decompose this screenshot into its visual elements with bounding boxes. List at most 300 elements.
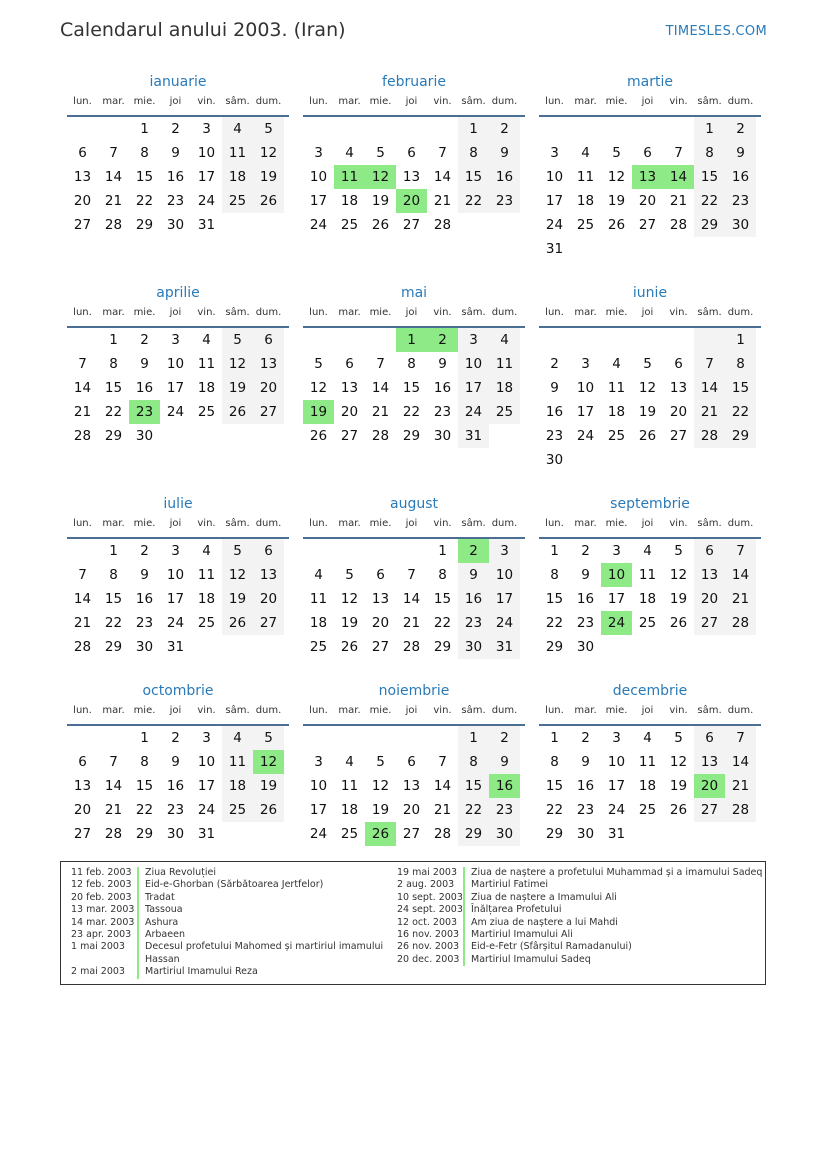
day-cell: 31 (458, 424, 489, 448)
weekday-label: mar. (574, 705, 597, 716)
day-cell: 13 (340, 380, 359, 396)
day-cell: 12 (371, 778, 390, 794)
weekday-label: joi (169, 518, 182, 529)
weekday-label: lun. (309, 307, 328, 318)
day-cell: 29 (545, 639, 564, 655)
day-cell: 17 (309, 802, 328, 818)
day-cell: 9 (171, 754, 180, 770)
day-cell: 29 (433, 639, 452, 655)
day-cell: 29 (135, 217, 154, 233)
empty-day-cell (67, 726, 98, 750)
day-cell: 3 (171, 332, 180, 348)
weekday-label: vin. (669, 96, 688, 107)
weekday-label: mar. (102, 307, 125, 318)
legend-marker (463, 867, 465, 879)
day-cell: 18 (197, 591, 216, 607)
week-row (539, 117, 761, 141)
empty-day-cell (663, 328, 694, 352)
weekday-label: mie. (605, 307, 628, 318)
empty-day-cell (663, 448, 694, 472)
weekday-label: sâm. (461, 705, 486, 716)
weekday-label: joi (169, 307, 182, 318)
legend-date: 20 dec. 2003 (397, 953, 460, 965)
legend-entry (397, 892, 763, 904)
legend-column-left (71, 867, 389, 979)
day-cell: 8 (550, 754, 559, 770)
day-cell: 20 (402, 802, 421, 818)
day-cell: 3 (489, 539, 520, 563)
empty-day-cell (67, 328, 98, 352)
day-cell: 18 (576, 193, 595, 209)
day-cell: 5 (612, 145, 621, 161)
day-cell: 9 (725, 141, 756, 165)
day-cell: 15 (433, 591, 452, 607)
empty-day-cell (253, 213, 284, 237)
day-cell: 6 (694, 726, 725, 750)
legend-entry (397, 954, 763, 966)
day-cell: 10 (166, 567, 185, 583)
empty-day-cell (222, 424, 253, 448)
day-cell: 18 (222, 165, 253, 189)
weekday-header (67, 704, 289, 726)
day-cell: 31 (545, 241, 564, 257)
day-cell: 10 (197, 145, 216, 161)
legend-marker (137, 941, 139, 966)
day-cell: 7 (78, 356, 87, 372)
holiday-day-cell: 12 (253, 750, 284, 774)
day-cell: 5 (345, 567, 354, 583)
day-cell: 6 (376, 567, 385, 583)
day-cell: 14 (73, 380, 92, 396)
month-name: ianuarie (149, 74, 207, 90)
legend-entry (71, 966, 389, 978)
day-cell: 26 (340, 639, 359, 655)
legend-name: Tradat (145, 891, 175, 903)
day-cell: 26 (309, 428, 328, 444)
empty-day-cell (632, 328, 663, 352)
week-row (303, 726, 525, 750)
day-cell: 31 (489, 635, 520, 659)
empty-day-cell (303, 539, 334, 563)
empty-day-cell (570, 237, 601, 261)
weekday-label: dum. (255, 96, 282, 107)
day-cell: 27 (253, 400, 284, 424)
legend-name: Arbaeen (145, 929, 185, 941)
day-cell: 2 (140, 543, 149, 559)
legend-marker (137, 867, 139, 879)
empty-day-cell (694, 328, 725, 352)
day-cell: 28 (433, 217, 452, 233)
day-cell: 13 (73, 778, 92, 794)
day-cell: 24 (545, 217, 564, 233)
day-cell: 25 (607, 428, 626, 444)
day-cell: 26 (222, 400, 253, 424)
day-cell: 20 (669, 404, 688, 420)
day-cell: 20 (73, 193, 92, 209)
day-cell: 21 (725, 774, 756, 798)
day-cell: 16 (135, 591, 154, 607)
day-cell: 8 (694, 141, 725, 165)
day-cell: 24 (607, 802, 626, 818)
day-cell: 11 (197, 567, 216, 583)
day-cell: 4 (345, 145, 354, 161)
month-name: iunie (632, 285, 668, 301)
month-mai (303, 283, 525, 448)
empty-day-cell (222, 822, 253, 846)
day-cell: 1 (140, 730, 149, 746)
legend-name: Ashura (145, 916, 179, 928)
weekday-label: mar. (574, 307, 597, 318)
day-cell: 12 (253, 141, 284, 165)
week-row (539, 165, 761, 189)
weekday-header (67, 95, 289, 117)
day-cell: 6 (345, 356, 354, 372)
weekday-label: mar. (574, 518, 597, 529)
weekday-label: vin. (669, 307, 688, 318)
week-row (67, 117, 289, 141)
day-cell: 17 (607, 591, 626, 607)
day-cell: 22 (725, 400, 756, 424)
week-row (67, 539, 289, 563)
weekday-label: vin. (433, 518, 452, 529)
day-cell: 17 (166, 380, 185, 396)
empty-day-cell (334, 726, 365, 750)
day-cell: 27 (669, 428, 688, 444)
day-cell: 6 (694, 539, 725, 563)
day-cell: 5 (674, 730, 683, 746)
legend-date: 19 mai 2003 (397, 867, 458, 878)
week-row (303, 563, 525, 587)
weekday-label: sâm. (461, 518, 486, 529)
day-cell: 6 (253, 539, 284, 563)
day-cell: 30 (458, 635, 489, 659)
legend-entry (71, 879, 389, 891)
holiday-day-cell: 2 (427, 328, 458, 352)
legend-entry (397, 917, 763, 929)
day-cell: 13 (73, 169, 92, 185)
month-ianuarie (67, 72, 289, 237)
day-cell: 11 (222, 141, 253, 165)
day-cell: 29 (104, 639, 123, 655)
weekday-label: vin. (197, 705, 216, 716)
day-cell: 3 (612, 730, 621, 746)
holiday-day-cell: 2 (458, 539, 489, 563)
day-cell: 30 (166, 826, 185, 842)
brand-link[interactable]: TIMESLES.COM (665, 24, 767, 39)
legend-entry (71, 917, 389, 929)
day-cell: 12 (669, 754, 688, 770)
day-cell: 11 (309, 591, 328, 607)
day-cell: 10 (309, 778, 328, 794)
day-cell: 28 (371, 428, 390, 444)
day-cell: 11 (340, 778, 359, 794)
legend-date: 2 aug. 2003 (397, 879, 455, 891)
month-februarie (303, 72, 525, 237)
weekday-label: sâm. (461, 96, 486, 107)
day-cell: 17 (607, 778, 626, 794)
weekday-label: vin. (669, 705, 688, 716)
day-cell: 2 (489, 726, 520, 750)
day-cell: 17 (545, 193, 564, 209)
day-cell: 21 (73, 615, 92, 631)
empty-day-cell (98, 117, 129, 141)
day-cell: 6 (78, 754, 87, 770)
weekday-label: mie. (369, 307, 392, 318)
day-cell: 8 (407, 356, 416, 372)
day-cell: 8 (109, 567, 118, 583)
day-cell: 27 (402, 826, 421, 842)
day-cell: 5 (222, 539, 253, 563)
day-cell: 7 (694, 352, 725, 376)
day-cell: 21 (371, 404, 390, 420)
empty-day-cell (303, 726, 334, 750)
day-cell: 11 (638, 567, 657, 583)
day-cell: 6 (407, 145, 416, 161)
day-cell: 4 (222, 726, 253, 750)
day-cell: 4 (202, 543, 211, 559)
day-cell: 15 (402, 380, 421, 396)
day-cell: 15 (135, 169, 154, 185)
empty-day-cell (663, 237, 694, 261)
weekday-label: joi (641, 705, 654, 716)
day-cell: 26 (607, 217, 626, 233)
day-cell: 8 (140, 754, 149, 770)
day-cell: 25 (309, 639, 328, 655)
empty-day-cell (396, 726, 427, 750)
day-cell: 1 (550, 543, 559, 559)
week-row (67, 774, 289, 798)
empty-day-cell (694, 822, 725, 846)
day-cell: 20 (638, 193, 657, 209)
day-cell: 25 (222, 798, 253, 822)
day-cell: 2 (171, 730, 180, 746)
day-cell: 27 (638, 217, 657, 233)
week-row (67, 563, 289, 587)
day-cell: 14 (433, 778, 452, 794)
weekday-label: mie. (605, 518, 628, 529)
day-cell: 19 (222, 376, 253, 400)
day-cell: 26 (638, 428, 657, 444)
day-cell: 24 (166, 404, 185, 420)
day-cell: 4 (202, 332, 211, 348)
empty-day-cell (334, 328, 365, 352)
weekday-label: mar. (338, 705, 361, 716)
legend-name: Ziua de naștere a Imamului Ali (471, 891, 617, 903)
weekday-label: lun. (309, 96, 328, 107)
day-cell: 17 (489, 587, 520, 611)
week-row (303, 141, 525, 165)
day-cell: 17 (576, 404, 595, 420)
day-cell: 9 (171, 145, 180, 161)
week-row (67, 424, 289, 448)
day-cell: 8 (438, 567, 447, 583)
day-cell: 2 (581, 730, 590, 746)
empty-day-cell (725, 822, 756, 846)
weekday-label: dum. (727, 96, 754, 107)
day-cell: 22 (545, 615, 564, 631)
day-cell: 1 (438, 543, 447, 559)
empty-day-cell (570, 448, 601, 472)
week-row (67, 635, 289, 659)
weekday-label: vin. (433, 307, 452, 318)
empty-day-cell (601, 448, 632, 472)
day-cell: 6 (674, 356, 683, 372)
day-cell: 27 (340, 428, 359, 444)
week-row (303, 328, 525, 352)
weekday-label: vin. (197, 518, 216, 529)
weekday-label: mie. (133, 705, 156, 716)
legend-entry (71, 941, 389, 966)
day-cell: 28 (104, 217, 123, 233)
weekday-label: mar. (102, 518, 125, 529)
day-cell: 3 (612, 543, 621, 559)
weekday-label: mie. (133, 96, 156, 107)
weekday-label: lun. (545, 705, 564, 716)
day-cell: 13 (253, 352, 284, 376)
weekday-label: mar. (102, 705, 125, 716)
month-name: iulie (163, 496, 193, 512)
day-cell: 9 (140, 567, 149, 583)
month-name: noiembrie (378, 683, 450, 699)
empty-day-cell (489, 424, 520, 448)
day-cell: 29 (402, 428, 421, 444)
day-cell: 24 (166, 615, 185, 631)
legend-date: 24 sept. 2003 (397, 904, 463, 916)
day-cell: 25 (340, 826, 359, 842)
day-cell: 28 (73, 639, 92, 655)
empty-day-cell (365, 539, 396, 563)
week-row (67, 750, 289, 774)
empty-day-cell (253, 635, 284, 659)
day-cell: 25 (222, 189, 253, 213)
day-cell: 11 (576, 169, 595, 185)
empty-day-cell (539, 117, 570, 141)
day-cell: 19 (253, 165, 284, 189)
day-cell: 21 (669, 193, 688, 209)
week-row (67, 822, 289, 846)
month-name: aprilie (156, 285, 200, 301)
weekday-label: mie. (133, 518, 156, 529)
holiday-day-cell: 14 (663, 165, 694, 189)
day-cell: 10 (607, 754, 626, 770)
holiday-day-cell: 26 (365, 822, 396, 846)
weekday-label: lun. (545, 96, 564, 107)
day-cell: 19 (253, 774, 284, 798)
day-cell: 14 (725, 750, 756, 774)
month-name: februarie (382, 74, 446, 90)
day-cell: 24 (309, 826, 328, 842)
day-cell: 9 (550, 380, 559, 396)
day-cell: 29 (104, 428, 123, 444)
day-cell: 7 (674, 145, 683, 161)
empty-day-cell (632, 822, 663, 846)
empty-day-cell (365, 117, 396, 141)
day-cell: 22 (402, 404, 421, 420)
month-august (303, 494, 525, 659)
day-cell: 7 (376, 356, 385, 372)
month-aprilie (67, 283, 289, 448)
day-cell: 25 (638, 615, 657, 631)
weekday-label: mie. (369, 518, 392, 529)
day-cell: 30 (489, 822, 520, 846)
empty-day-cell (160, 424, 191, 448)
week-row (539, 237, 761, 261)
day-cell: 25 (197, 404, 216, 420)
empty-day-cell (632, 117, 663, 141)
weekday-label: dum. (727, 705, 754, 716)
day-cell: 17 (309, 193, 328, 209)
weekday-header (303, 517, 525, 539)
day-cell: 10 (458, 352, 489, 376)
weekday-label: joi (641, 96, 654, 107)
day-cell: 26 (371, 217, 390, 233)
day-cell: 18 (340, 193, 359, 209)
day-cell: 27 (694, 611, 725, 635)
day-cell: 24 (197, 193, 216, 209)
holiday-day-cell: 23 (129, 400, 160, 424)
weekday-label: dum. (727, 307, 754, 318)
day-cell: 22 (433, 615, 452, 631)
empty-day-cell (191, 424, 222, 448)
weekday-label: sâm. (697, 518, 722, 529)
day-cell: 23 (135, 615, 154, 631)
weekday-label: sâm. (461, 307, 486, 318)
week-row (303, 424, 525, 448)
day-cell: 5 (643, 356, 652, 372)
day-cell: 8 (458, 141, 489, 165)
empty-day-cell (67, 539, 98, 563)
month-noiembrie (303, 681, 525, 846)
empty-day-cell (253, 822, 284, 846)
day-cell: 15 (725, 376, 756, 400)
weekday-label: mar. (338, 307, 361, 318)
day-cell: 14 (433, 169, 452, 185)
month-name: martie (627, 74, 673, 90)
day-cell: 22 (135, 802, 154, 818)
empty-day-cell (601, 635, 632, 659)
empty-day-cell (601, 237, 632, 261)
day-cell: 28 (725, 798, 756, 822)
day-cell: 20 (694, 587, 725, 611)
day-cell: 4 (612, 356, 621, 372)
week-row (303, 798, 525, 822)
day-cell: 16 (545, 404, 564, 420)
legend-marker (463, 917, 465, 929)
day-cell: 30 (135, 428, 154, 444)
week-row (303, 611, 525, 635)
day-cell: 18 (638, 778, 657, 794)
day-cell: 28 (433, 826, 452, 842)
day-cell: 12 (669, 567, 688, 583)
legend-date: 23 apr. 2003 (71, 929, 132, 941)
day-cell: 5 (376, 754, 385, 770)
weekday-label: dum. (255, 518, 282, 529)
day-cell: 19 (638, 404, 657, 420)
day-cell: 8 (550, 567, 559, 583)
legend-entry (397, 929, 763, 941)
weekday-label: sâm. (225, 307, 250, 318)
week-row (303, 774, 525, 798)
legend-name: Am ziua de naștere a lui Mahdi (471, 916, 618, 928)
day-cell: 4 (222, 117, 253, 141)
weekday-label: joi (405, 307, 418, 318)
day-cell: 21 (402, 615, 421, 631)
day-cell: 26 (253, 798, 284, 822)
day-cell: 27 (402, 217, 421, 233)
day-cell: 17 (197, 169, 216, 185)
week-row (303, 822, 525, 846)
weekday-label: mar. (102, 96, 125, 107)
